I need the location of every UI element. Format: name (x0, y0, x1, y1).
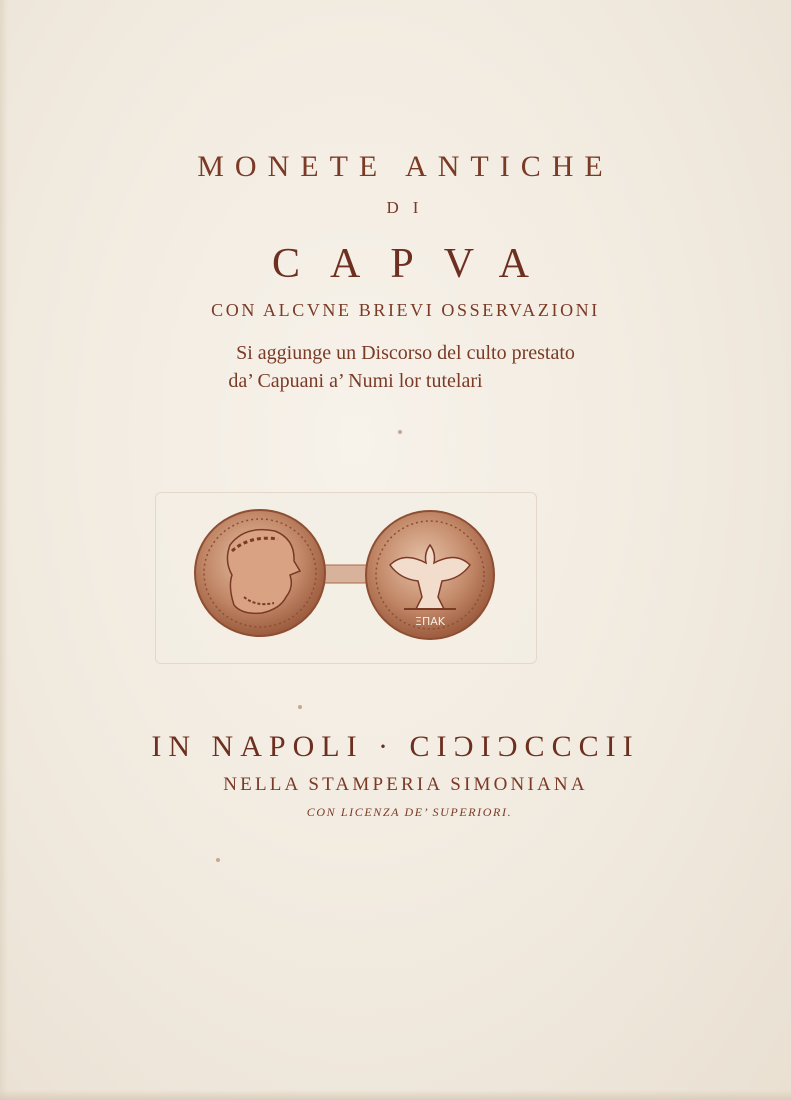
page-bottom-edge (0, 1090, 791, 1100)
ink-speck (398, 430, 402, 434)
coin-obverse (195, 510, 325, 636)
book-title: MONETE ANTICHE (197, 150, 614, 183)
imprint-place-date: IN NAPOLI · CIƆIƆCCCII (151, 730, 640, 763)
license-note: CON LICENZA DE’ SUPERIORI. (306, 805, 513, 819)
addendum-line-2: da’ Capuani a’ Numi lor tutelari (228, 370, 483, 392)
city-name: CAPVA (272, 241, 559, 287)
coin-inscription: ΞΠΑΚ (415, 615, 445, 628)
ink-speck (216, 858, 220, 862)
addendum-line-1: Si aggiunge un Discorso del culto prestato (236, 342, 575, 364)
subtitle: CON ALCVNE BRIEVI OSSERVAZIONI (211, 300, 600, 320)
title-preposition: DI (386, 198, 433, 217)
printer: NELLA STAMPERIA SIMONIANA (223, 774, 588, 795)
ink-speck (298, 705, 302, 709)
coin-reverse (366, 511, 494, 639)
coins-illustration (190, 505, 500, 645)
